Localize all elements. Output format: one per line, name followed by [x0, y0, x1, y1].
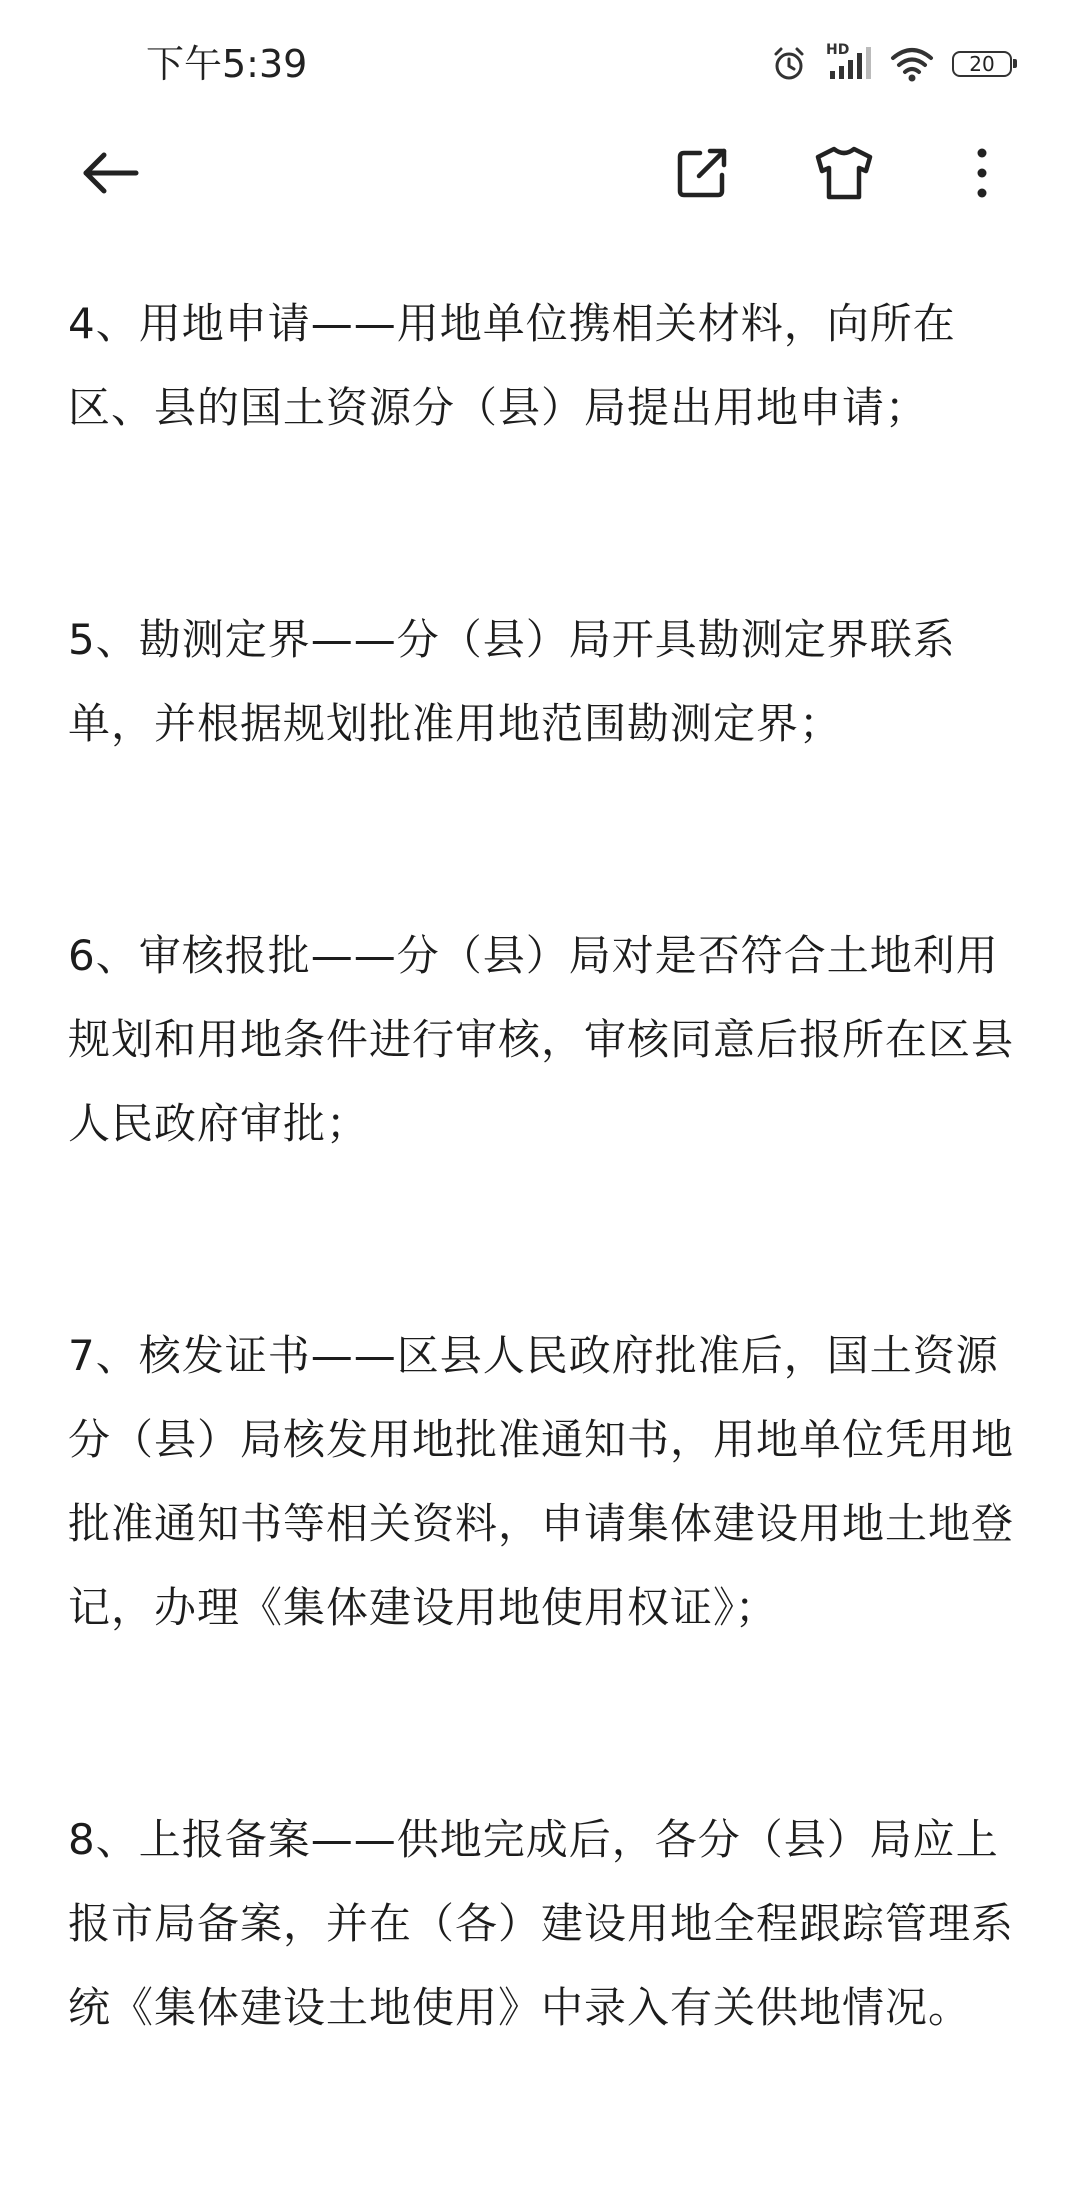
alarm-clock-icon [770, 45, 808, 83]
back-button[interactable] [78, 143, 142, 207]
network-hd-label: HD [826, 42, 850, 58]
app-toolbar [0, 120, 1080, 230]
cellular-signal-icon [826, 42, 872, 83]
theme-button[interactable] [812, 143, 876, 207]
battery-indicator [952, 51, 1012, 77]
article-content [68, 282, 1016, 2050]
back-arrow-icon [78, 141, 142, 209]
share-external-icon [672, 143, 732, 207]
paragraph-gap [68, 1166, 1016, 1314]
status-bar [0, 0, 1080, 120]
paragraph-step-8: 8、上报备案——供地完成后，各分（县）局应上报市局备案，并在（各）建设用地全程跟踪管理系统《集体建设土地使用》中录入有关供地情况。 [68, 1815, 1015, 2032]
paragraph-step-4: 4、用地申请——用地单位携相关材料，向所在区、县的国土资源分（县）局提出用地申请； [68, 299, 956, 432]
battery-level: 20 [969, 52, 995, 76]
paragraph-step-5: 5、勘测定界——分（县）局开具勘测定界联系单，并根据规划批准用地范围勘测定界； [68, 615, 956, 748]
share-button[interactable] [670, 143, 734, 207]
paragraph-step-6: 6、审核报批——分（县）局对是否符合土地利用规划和用地条件进行审核，审核同意后报所在区县人民政府审批； [68, 931, 1015, 1148]
shirt-icon [812, 143, 876, 207]
status-icons [770, 40, 1012, 88]
status-time: 下午5:39 [146, 42, 308, 86]
paragraph-gap [68, 450, 1016, 598]
more-options-button[interactable] [950, 143, 1014, 207]
paragraph-step-7: 7、核发证书——区县人民政府批准后，国土资源分（县）局核发用地批准通知书，用地单位凭用地批准通知书等相关资料，申请集体建设用地土地登记，办理《集体建设用地使用权证》； [68, 1331, 1015, 1632]
paragraph-gap [68, 1650, 1016, 1798]
paragraph-gap [68, 766, 1016, 914]
wifi-icon [890, 45, 934, 83]
more-vertical-icon [972, 143, 992, 207]
